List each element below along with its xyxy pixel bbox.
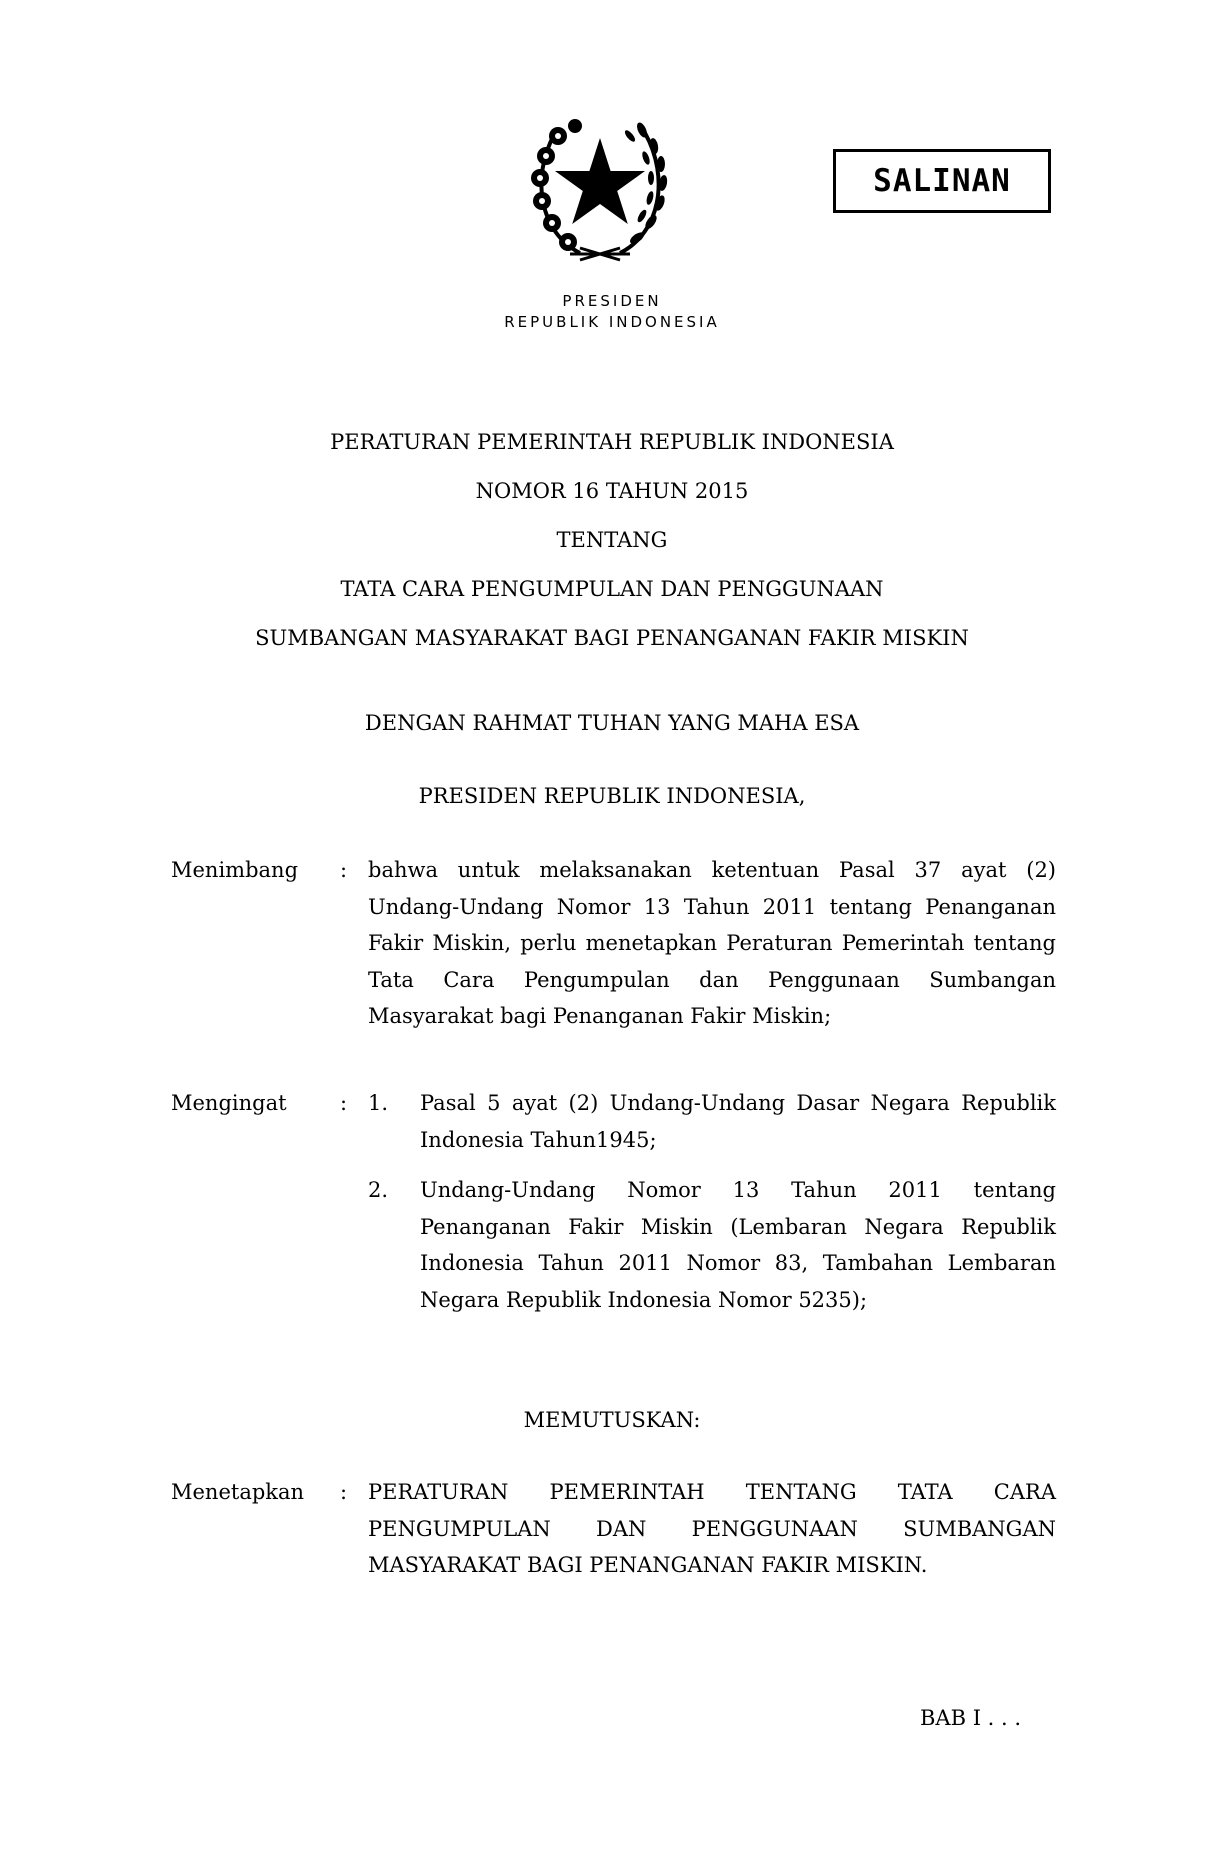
menimbang-colon: :: [340, 858, 348, 882]
institution-line-1: PRESIDEN: [562, 292, 662, 310]
invocation: DENGAN RAHMAT TUHAN YANG MAHA ESA: [364, 711, 860, 735]
mengingat-colon: :: [340, 1091, 348, 1115]
menetapkan-colon: :: [340, 1480, 348, 1504]
garuda-star-emblem-icon: [520, 108, 680, 268]
mengingat-item-text: Undang-Undang Nomor 13 Tahun 2011 tentang Penanganan Fakir Miskin (Lembaran Negara Republik Indonesia Tahun 2011 Nomor 83, Tambahan Lembaran Negara Republik Indonesia Nomor 5235);: [420, 1178, 1056, 1312]
mengingat-item-text: Pasal 5 ayat (2) Undang-Undang Dasar Negara Republik Indonesia Tahun1945;: [420, 1091, 1056, 1152]
regulation-number: NOMOR 16 TAHUN 2015: [475, 479, 749, 503]
menimbang-text: bahwa untuk melaksanakan ketentuan Pasal 37 ayat (2) Undang-Undang Nomor 13 Tahun 2011 tentang Penanganan Fakir Miskin, perlu menetapkan Peraturan Pemerintah tentang Tata Cara Pengumpulan dan Penggunaan Sumbangan Masyarakat bagi Penanganan Fakir Miskin;: [368, 858, 1056, 1028]
regulation-subject-line-1: TATA CARA PENGUMPULAN DAN PENGGUNAAN: [340, 577, 884, 601]
menetapkan-text: PERATURAN PEMERINTAH TENTANG TATA CARA PENGUMPULAN DAN PENGGUNAAN SUMBANGAN MASYARAKAT BAGI PENANGANAN FAKIR MISKIN.: [368, 1480, 1056, 1577]
authority: PRESIDEN REPUBLIK INDONESIA,: [418, 784, 806, 808]
menetapkan-label: Menetapkan: [171, 1480, 305, 1504]
mengingat-item-number: 2.: [368, 1178, 389, 1202]
regulation-subject-line-2: SUMBANGAN MASYARAKAT BAGI PENANGANAN FAKIR MISKIN: [255, 626, 969, 650]
regulation-about: TENTANG: [556, 528, 668, 552]
menimbang-label: Menimbang: [171, 858, 299, 882]
regulation-title: PERATURAN PEMERINTAH REPUBLIK INDONESIA: [330, 430, 894, 454]
next-page-reference: BAB I . . .: [920, 1706, 1022, 1730]
mengingat-item-number: 1.: [368, 1091, 389, 1115]
salinan-stamp: SALINAN: [833, 149, 1051, 213]
institution-line-2: REPUBLIK INDONESIA: [504, 313, 720, 331]
memutuskan-heading: MEMUTUSKAN:: [523, 1408, 701, 1432]
mengingat-label: Mengingat: [171, 1091, 287, 1115]
